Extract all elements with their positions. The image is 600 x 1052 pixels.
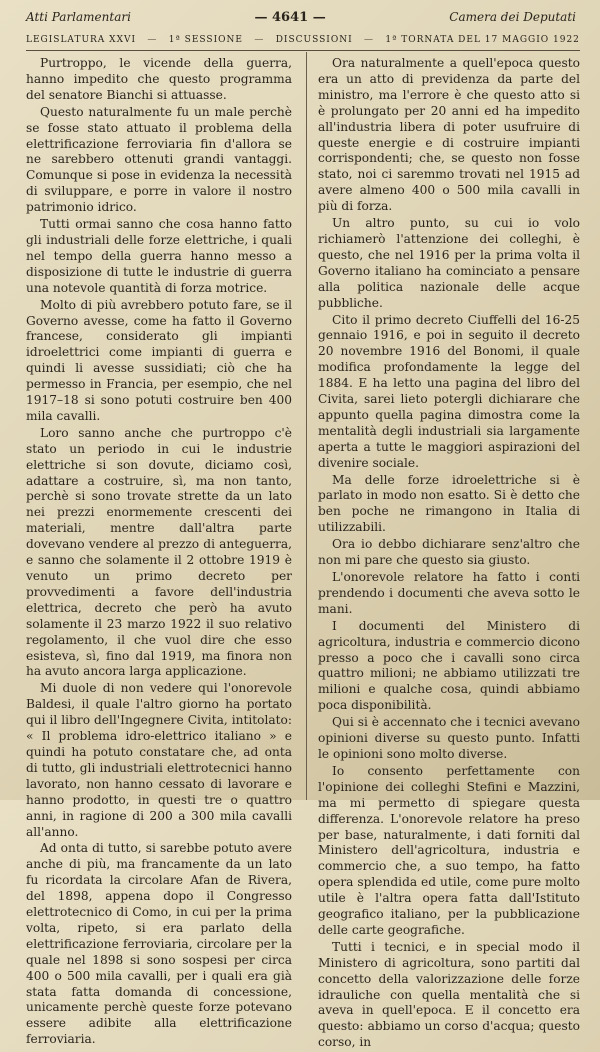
section-label: DISCUSSIONI	[275, 35, 353, 45]
paragraph: Questo naturalmente fu un male perchè se fosse stato attuato il problema della elettrificazione ferroviaria fin d'allora se ne sarebbero ottenuti grandi vantaggi. Comunque si pose in evidenza la necessità di sviluppare, e porre in valore il nostro patrimonio idrico.	[26, 104, 292, 215]
paragraph: Loro sanno anche che purtroppo c'è stato un periodo in cui le industrie elettriche si son dovute, diciamo così, adattare a costruire, sì, ma non tanto, perchè si sono trovate strette da un lato nei prezzi enormemente crescenti dei materiali, mentre dall'altra parte dovevano vendere al prezzo di anteguerra, e sanno che solamente il 2 ottobre 1919 è venuto un primo decreto per provvedimenti a favore dell'industria elettrica, decreto che però ha avuto solamente il 23 marzo 1922 il suo relativo regolamento, il che vuol dire che esso esisteva, sì, fino dal 1919, ma finora non ha avuto ancora larga applicazione.	[26, 425, 292, 679]
paragraph: Tutti ormai sanno che cosa hanno fatto gli industriali delle forze elettriche, i quali nel tempo della guerra hanno messo a disposizione di tutte le industrie di guerra una notevole quantità di forza motrice.	[26, 217, 292, 295]
paragraph: Ora naturalmente a quell'epoca questo era un atto di previdenza da parte del ministro, ma l'errore è che questo atto si è prolungato per 20 anni ed ha impedito all'industria libera di poter usufruire di queste energie e di costruire impianti corrispondenti; che, se questo non fosse stato, noi ci saremmo trovati nel 1915 ad avere almeno 400 o 500 mila cavalli in più di forza.	[318, 56, 580, 214]
running-header	[26, 6, 576, 28]
left-column	[26, 56, 292, 1049]
paragraph: Ora io debbo dichiarare senz'altro che non mi pare che questo sia giusto.	[318, 537, 580, 568]
legislature-label: LEGISLATURA XXVI	[26, 35, 137, 45]
chamber-title: Camera dei Deputati	[449, 10, 576, 24]
paragraph: Ma delle forze idroelettriche si è parlato in modo non esatto. Si è detto che ben poche ne rimangono in Italia di utilizzabili.	[318, 472, 580, 535]
session-label: 1ª SESSIONE	[168, 35, 243, 45]
sitting-label: 1ª TORNATA DEL 17 MAGGIO 1922	[385, 35, 580, 45]
paragraph: Io consento perfettamente con l'opinione dei colleghi Stefini e Mazzini, ma mi permetto di spiegare questa differenza. L'onorevole relatore ha preso per base, naturalmente, i dati forniti dal Ministero dell'agricoltura, industria e commercio che, a suo tempo, ha fatto opera splendida ed utile, come pure molto utile è l'altra opera fatta dall'Istituto geografico italiano, per la pubblicazione delle carte geografiche.	[318, 763, 580, 937]
header-separator: —	[147, 35, 158, 45]
paragraph: I documenti del Ministero di agricoltura, industria e commercio dicono presso a poco che i cavalli sono circa quattro milioni; ne abbiamo utilizzati tre milioni e qualche cosa, quindi abbiamo poca disponibilità.	[318, 618, 580, 713]
column-divider	[306, 52, 307, 800]
paragraph: Mi duole di non vedere qui l'onorevole Baldesi, il quale l'altro giorno ha portato qui il libro dell'Ingegnere Civita, intitolato: « Il problema idro-elettrico italiano » e quindi ha potuto constatare che, ad onta di tutto, gli industriali elettrotecnici hanno lavorato, non hanno cessato di lavorare e hanno prodotto, in questi tre o quattro anni, in ragione di 200 a 300 mila cavalli all'anno.	[26, 681, 292, 839]
header-separator: —	[364, 35, 375, 45]
paragraph: Un altro punto, su cui io volo richiamerò l'attenzione dei colleghi, è questo, che nel 1916 per la prima volta il Governo italiano ha cominciato a pensare alla politica nazionale delle acque pubbliche.	[318, 216, 580, 310]
header-separator: —	[254, 35, 265, 45]
paragraph: Purtroppo, le vicende della guerra, hanno impedito che questo programma del senatore Bianchi si attuasse.	[26, 56, 292, 102]
right-column	[318, 56, 580, 1052]
page-number: — 4641 —	[254, 9, 326, 25]
publication-title: Atti Parlamentari	[26, 10, 131, 24]
paragraph: Cito il primo decreto Ciuffelli del 16-25 gennaio 1916, e poi in seguito il decreto 20 novembre 1916 del Bonomi, il quale modifica profondamente la legge del 1884. E ha letto una pagina del libro del Civita, sarei lieto potergli dichiarare che appunto quella pagina dimostra come la mentalità degli industriali sia largamente aperta a tutte le maggiori aspirazioni del divenire sociale.	[318, 312, 580, 470]
paragraph: Ad onta di tutto, si sarebbe potuto avere anche di più, ma francamente da un lato fu ricordata la circolare Afan de Rivera, del 1898, appena dopo il Congresso elettrotecnico di Como, in cui per la prima volta, ripeto, si era parlato della elettrificazione ferroviaria, circolare per la quale nel 1898 si sono sospesi per circa 400 o 500 mila cavalli, per i quali era già stata fatta domanda di concessione, unicamente perchè queste forze potevano essere adibite alla elettrificazione ferroviaria.	[26, 841, 292, 1047]
paragraph: L'onorevole relatore ha fatto i conti prendendo i documenti che aveva sotto le mani.	[318, 570, 580, 616]
paragraph: Molto di più avrebbero potuto fare, se il Governo avesse, come ha fatto il Governo francese, considerato gli impianti idroelettrici come impianti di guerra e quindi li avesse sussidiati; ciò che ha permesso in Francia, per esempio, che nel 1917–18 si sono potuti costruire ben 400 mila cavalli.	[26, 297, 292, 423]
paragraph: Tutti i tecnici, e in special modo il Ministero di agricoltura, sono partiti dal concetto della valorizzazione delle forze idrauliche con quella mentalità che si aveva in quell'epoca. E il concetto era questo: abbiamo un corso d'acqua; questo corso, in	[318, 939, 580, 1050]
paragraph: Qui si è accennato che i tecnici avevano opinioni diverse su questo punto. Infatti le opinioni sono molto diverse.	[318, 715, 580, 761]
sitting-header	[26, 32, 580, 51]
